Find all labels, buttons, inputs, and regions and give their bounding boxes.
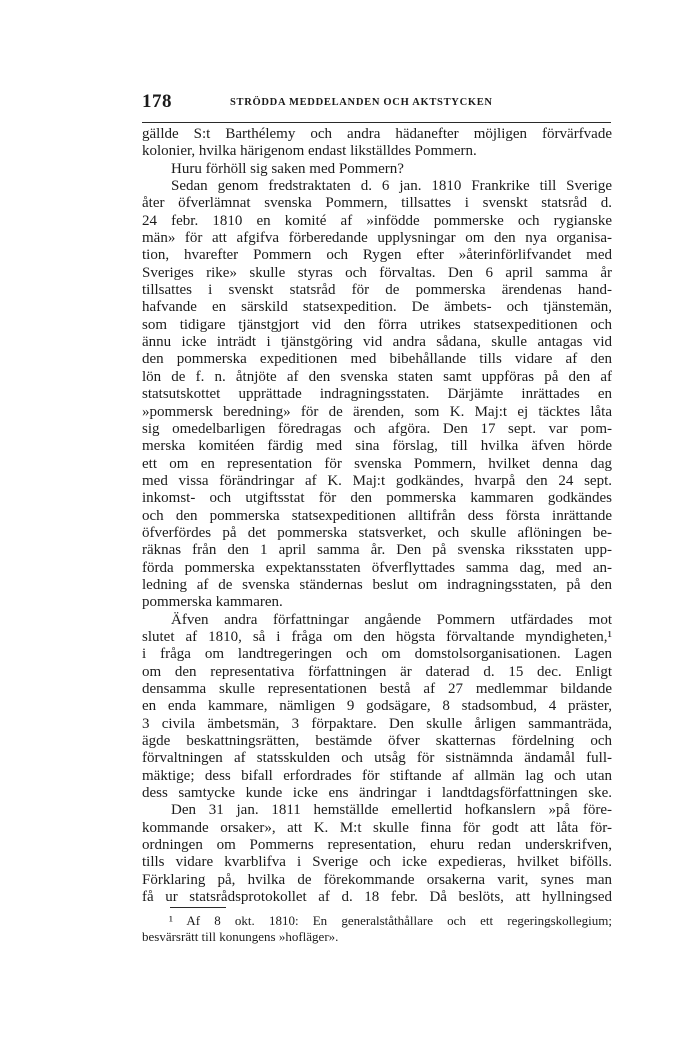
- text-line: Sveriges rike» skulle styras och förvaltas. Den 6 april samma år: [142, 264, 612, 281]
- text-line: öfverfördes på det pommerska statsverket, och skulle aflöningen be-: [142, 524, 612, 541]
- text-line: åter öfverlämnat svenska Pommern, tillsattes i svenskt statsråd d.: [142, 195, 612, 212]
- text-line: sig omedelbarligen föredragas och afgöra. Den 17 sept. var pom-: [142, 420, 612, 437]
- text-line: slutet af 1810, så i fråga om den högsta förvaltande myndigheten,¹: [142, 628, 612, 645]
- text-line: en enda kammare, nämligen 9 godsägare, 8 stadsombud, 4 präster,: [142, 698, 612, 715]
- text-line: i fråga om landtregeringen och om domstolsorganisationen. Lagen: [142, 646, 612, 663]
- text-line: Sedan genom fredstraktaten d. 6 jan. 1810 Frankrike till Sverige: [171, 178, 612, 195]
- text-line: kommande orsaker», att K. M:t skulle finna för godt att låta för-: [142, 819, 612, 836]
- footnote-line: besvärsrätt till konungens »hofläger».: [142, 929, 339, 944]
- text-line: merska komitéen färdig med sina förslag, till hvilka äfven hörde: [142, 438, 612, 455]
- text-line: lön de f. n. åtnjöte af den svenska staten samt uppföras på den af: [142, 368, 612, 385]
- text-line: 3 civila ämbetsmän, 3 förpaktare. Den skulle årligen sammanträda,: [142, 715, 612, 732]
- text-line: densamma skulle representationen bestå af 27 medlemmar bildande: [142, 681, 612, 697]
- text-line: Huru förhöll sig saken med Pommern?: [171, 160, 404, 177]
- header-rule: [142, 122, 611, 123]
- text-line: med vissa förändringar af K. Maj:t godkändes, hvarpå den 24 sept.: [142, 472, 612, 489]
- text-line: ordningen om Pommerns representation, ehuru redan underskrifven,: [142, 837, 612, 854]
- text-line: om den representativa författningen är daterad d. 15 dec. Enligt: [142, 663, 612, 680]
- text-line: räknas från den 1 april samma år. Den på svenska riksstaten upp-: [142, 542, 612, 559]
- text-line: förvaltningen af statsskulden och utsåg för sistnämnda ändamål full-: [142, 750, 612, 767]
- page-header: [142, 91, 611, 117]
- footnote-line: ¹ Af 8 okt. 1810: En generalståthållare och ett regeringskollegium;: [169, 913, 612, 928]
- running-head: STRÖDDA MEDDELANDEN OCH AKTSTYCKEN: [230, 97, 493, 108]
- text-line: tion, hvarefter Pommern och Rygen efter »återinförlifvandet med: [142, 247, 612, 264]
- text-line: få ur statsrådsprotokollet af d. 18 febr. Då beslöts, att hyllningsed: [142, 889, 612, 906]
- text-line: Den 31 jan. 1811 hemställde emellertid hofkanslern »på före-: [171, 802, 612, 819]
- footnote-rule: [170, 907, 226, 908]
- text-line: hafvande en särskild statsexpedition. De ämbets- och tjänstemän,: [142, 299, 612, 316]
- text-line: 24 febr. 1810 en komité af »infödde pommerske och rygianske: [142, 212, 612, 229]
- text-line: den pommerska expeditionen med bibehållande tills vidare af den: [142, 351, 612, 368]
- text-line: »pommersk beredning» för de ärenden, som K. Maj:t ej täcktes låta: [142, 403, 612, 420]
- text-line: ett om en representation för svenska Pommern, hvilket denna dag: [142, 455, 612, 472]
- text-line: dess samtycke kunde icke ens ändringar i landtdagsförfattningen ske.: [142, 785, 612, 802]
- text-line: tills vidare kvarblifva i Sverige och icke expedieras, hvilket bifölls.: [142, 854, 612, 871]
- text-line: statsutskottet upprättade indragningsstaten. Därjämte inrättades en: [142, 386, 612, 403]
- text-line: Förklaring på, hvilka de förekommande orsakerna varit, synes man: [142, 871, 612, 888]
- text-line: ägde beskattningsrätten, bestämde öfver skatternas fördelning och: [142, 733, 612, 750]
- text-line: kolonier, hvilka härigenom endast likställdes Pommern.: [142, 143, 477, 160]
- footnotes: [142, 913, 612, 945]
- text-line: män» för att afgifva förberedande upplysningar om den nya organisa-: [142, 230, 612, 247]
- text-line: ledning af de svenska ständernas beslut om indragningsstaten, på den: [142, 576, 612, 593]
- text-line: mäktige; dess bifall erfordrades för stiftande af allmän lag och utan: [142, 767, 612, 784]
- text-line: gällde S:t Barthélemy och andra hädanefter möjligen förvärfvade: [142, 126, 612, 142]
- text-line: förda pommerska expektansstaten öfverflyttades samma dag, med an-: [142, 559, 612, 576]
- page-number: 178: [142, 91, 172, 112]
- body-text: [142, 126, 612, 906]
- text-line: inkomst- och utgiftsstat för den pommerska kammaren godkändes: [142, 490, 612, 507]
- text-line: som tidigare tjänstgjort vid den förra utrikes statsexpeditionen och: [142, 316, 612, 333]
- text-line: tillsattes i svenskt statsråd för de pommerska ärendenas hand-: [142, 282, 612, 299]
- text-line: pommerska kammaren.: [142, 594, 283, 611]
- text-line: och den pommerska statsexpeditionen alltifrån dess första inrättande: [142, 507, 612, 524]
- text-line: ännu icke inträdt i tjänstgöring vid andra sådana, skulle antagas vid: [142, 334, 612, 351]
- text-line: Äfven andra författningar angående Pommern utfärdades mot: [171, 611, 612, 628]
